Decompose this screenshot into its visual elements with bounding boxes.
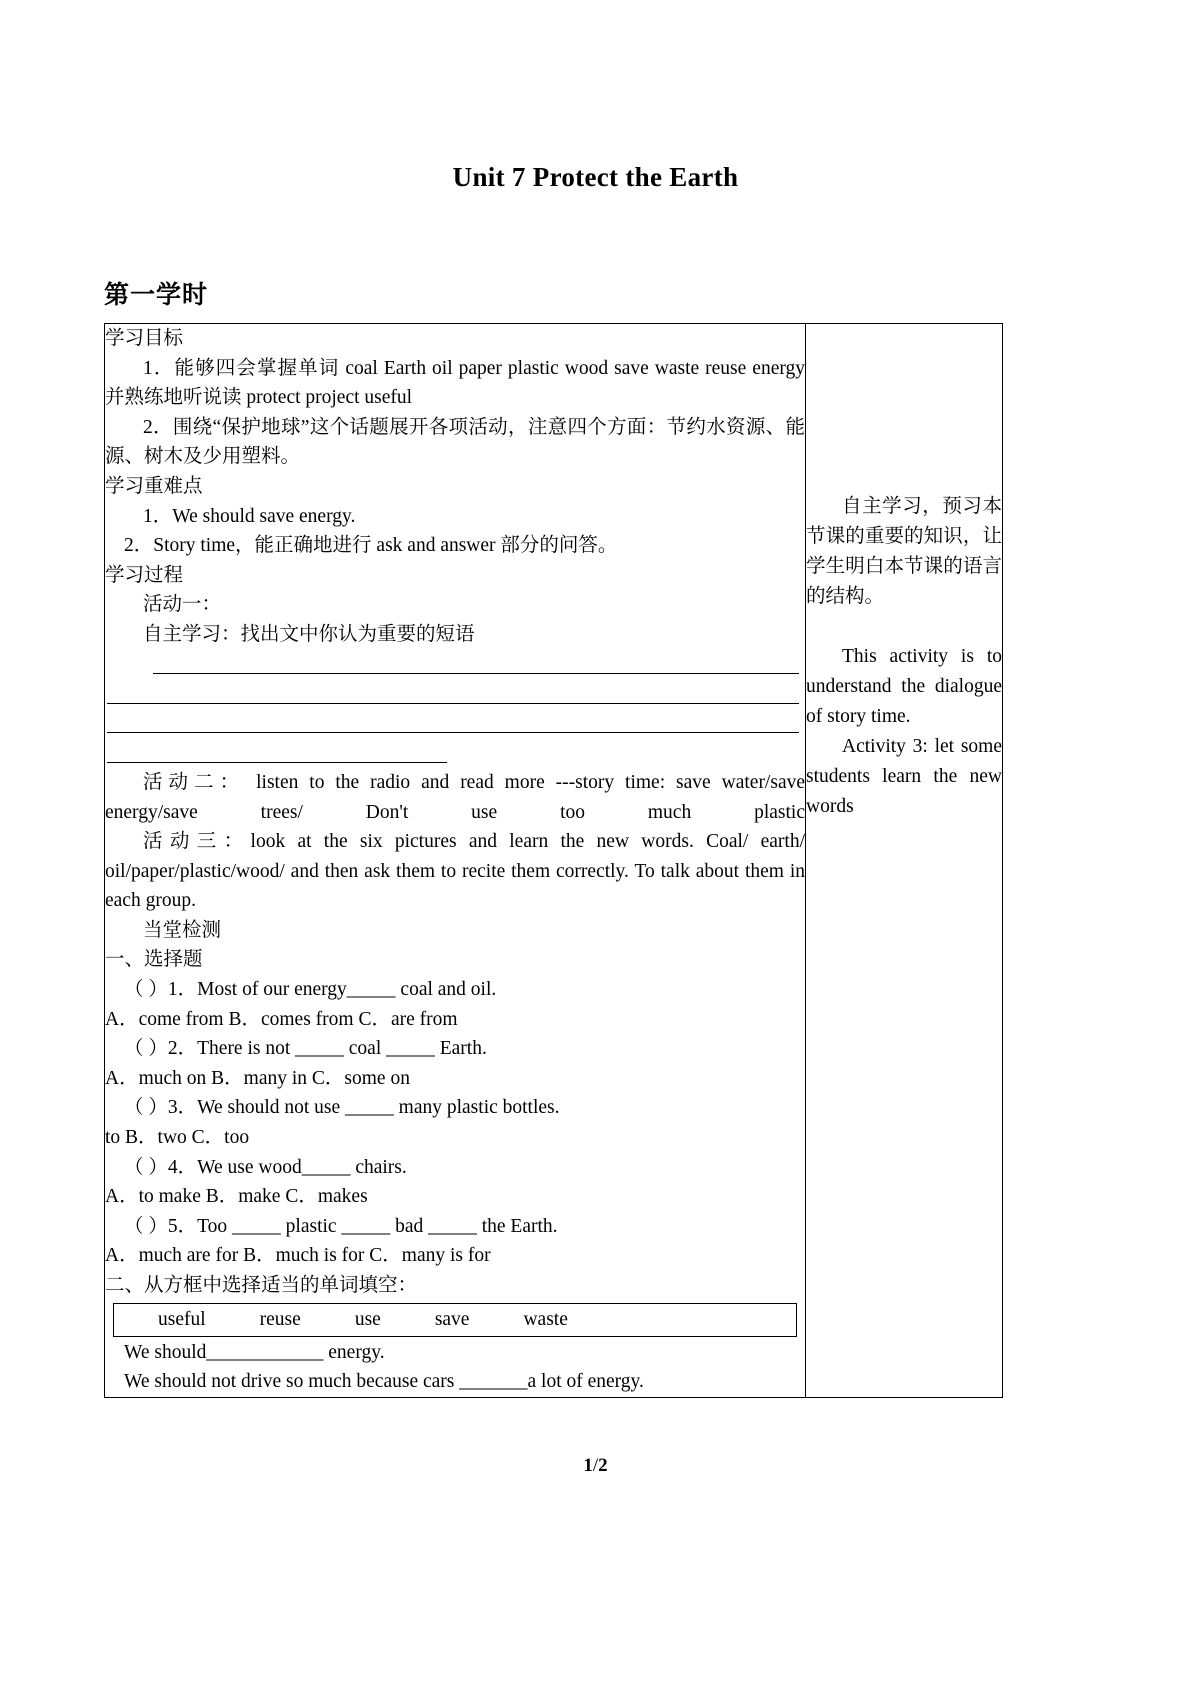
answer-blank-lines[interactable] bbox=[105, 650, 805, 768]
lesson-content-cell bbox=[105, 324, 806, 1398]
quiz-heading: 当堂检测 bbox=[143, 919, 222, 941]
spacer bbox=[469, 1306, 523, 1333]
question-1-stem: （ ）1．Most of our energy_____ coal and oil. bbox=[124, 979, 497, 1001]
question-4-options[interactable]: A．to make B．make C．makes bbox=[105, 1186, 368, 1208]
footer-separator: / bbox=[592, 1455, 599, 1476]
activity-2: 活动二： listen to the radio and read more ---story time: save water/save energy/save trees/ Don't use too much plastic bbox=[105, 771, 805, 823]
section-one-heading: 一、选择题 bbox=[105, 949, 203, 971]
answer-blank-line[interactable] bbox=[105, 738, 805, 768]
teacher-notes-cell bbox=[806, 324, 1003, 1398]
activity-3: 活动三：look at the six pictures and learn the new words. Coal/ earth/ oil/paper/plastic/wood/ and then ask them to recite them correctly. To talk about them in each group. bbox=[105, 831, 805, 912]
section-two-heading: 二、从方框中选择适当的单词填空： bbox=[105, 1275, 418, 1296]
page-title: Unit 7 Protect the Earth bbox=[452, 162, 739, 192]
keypoints-heading: 学习重难点 bbox=[105, 475, 203, 497]
question-5-options[interactable]: A．much are for B．much is for C．many is for bbox=[105, 1245, 491, 1267]
activity-1-label: 活动一： bbox=[143, 594, 222, 616]
objective-2: 2．围绕“保护地球”这个话题展开各项活动，注意四个方面：节约水资源、能源、树木及少用塑料。 bbox=[105, 416, 805, 468]
fill-blank-2[interactable]: We should not drive so much because cars _______a lot of energy. bbox=[124, 1371, 644, 1393]
word-bank-box bbox=[113, 1303, 797, 1337]
spacer bbox=[806, 324, 1002, 492]
table-row bbox=[105, 324, 1003, 1398]
objective-1: 1．能够四会掌握单词 coal Earth oil paper plastic wood save waste reuse energy 并熟练地听说读 protect project useful bbox=[105, 357, 805, 409]
word-bank-item[interactable]: useful bbox=[158, 1308, 206, 1330]
answer-blank-line[interactable] bbox=[105, 679, 805, 709]
question-1-options[interactable]: A．come from B．comes from C．are from bbox=[105, 1008, 458, 1030]
page-footer bbox=[0, 1455, 1191, 1477]
fill-blank-1[interactable]: We should____________ energy. bbox=[124, 1341, 385, 1363]
question-3-stem: （ ）3．We should not use _____ many plastic bottles. bbox=[124, 1097, 560, 1119]
teacher-note-2: This activity is to understand the dialogue of story time. bbox=[806, 646, 1002, 727]
keypoint-2: 2．Story time，能正确地进行 ask and answer 部分的问答。 bbox=[124, 535, 618, 557]
footer-page-number: 1 bbox=[583, 1455, 593, 1476]
spacer bbox=[301, 1306, 355, 1333]
question-4-stem: （ ）4．We use wood_____ chairs. bbox=[124, 1156, 407, 1178]
word-bank-item[interactable]: save bbox=[434, 1308, 470, 1330]
spacer bbox=[206, 1306, 260, 1333]
spacer bbox=[806, 612, 1002, 642]
question-3-options[interactable]: to B．two C．too bbox=[105, 1127, 250, 1149]
word-bank-item[interactable]: reuse bbox=[259, 1308, 301, 1330]
word-bank-item[interactable]: use bbox=[354, 1308, 381, 1330]
objectives-heading: 学习目标 bbox=[105, 328, 184, 349]
keypoint-1: 1．We should save energy. bbox=[143, 505, 356, 527]
question-5-stem: （ ）5．Too _____ plastic _____ bad _____ the Earth. bbox=[124, 1215, 558, 1237]
question-2-options[interactable]: A．much on B．many in C．some on bbox=[105, 1067, 410, 1089]
word-bank-item[interactable]: waste bbox=[523, 1308, 568, 1330]
answer-blank-line[interactable] bbox=[105, 709, 805, 739]
lesson-plan-table bbox=[104, 323, 1003, 1398]
period-heading: 第一学时 bbox=[104, 282, 209, 309]
question-2-stem: （ ）2．There is not _____ coal _____ Earth. bbox=[124, 1038, 487, 1060]
teacher-note-3: Activity 3: let some students learn the new words bbox=[806, 736, 1002, 817]
process-heading: 学习过程 bbox=[105, 564, 184, 586]
teacher-note-1: 自主学习，预习本节课的重要的知识，让学生明白本节课的语言的结构。 bbox=[806, 496, 1002, 607]
answer-blank-line[interactable] bbox=[105, 650, 805, 680]
spacer bbox=[381, 1306, 435, 1333]
activity-1-text: 自主学习：找出文中你认为重要的短语 bbox=[143, 623, 475, 645]
footer-total-pages: 2 bbox=[598, 1455, 608, 1476]
